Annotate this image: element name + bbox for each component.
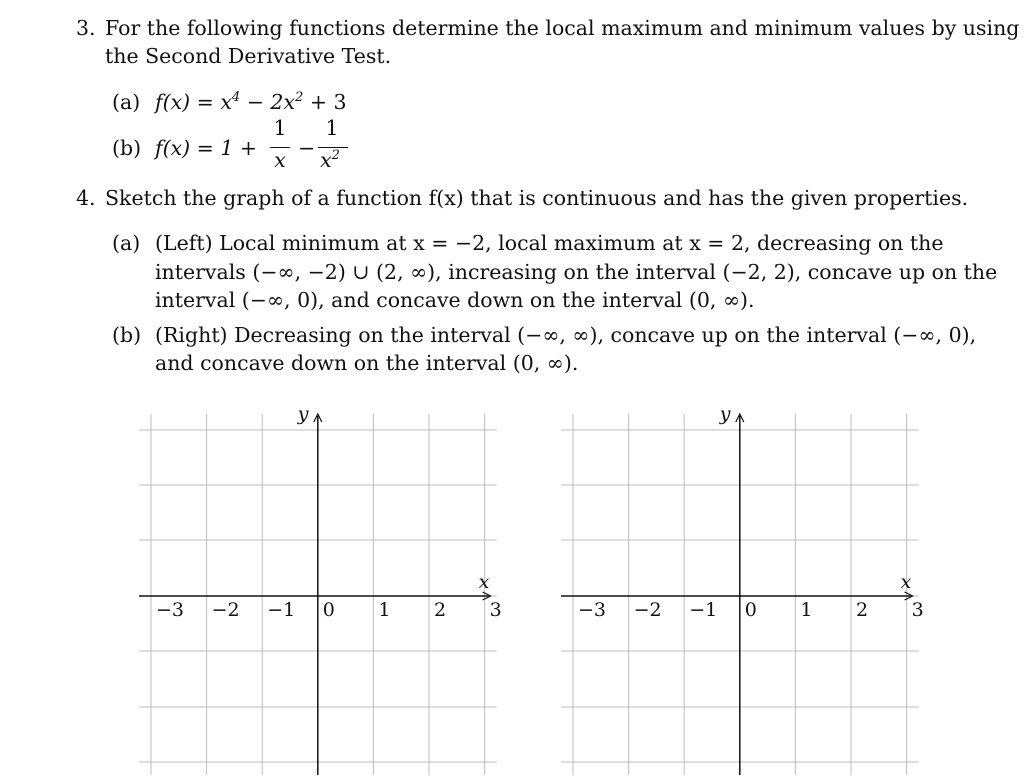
left-x-axis-arrow	[483, 592, 491, 600]
right-tick-label: 2	[856, 599, 869, 621]
right-y-axis-arrow	[736, 414, 744, 422]
right-x-axis-arrow	[905, 592, 913, 600]
right-tick-label: −1	[689, 599, 718, 621]
problem-3a-label: (a)	[112, 90, 141, 114]
problem-3a-exp2: 2	[295, 90, 304, 105]
fraction-1-denominator: x	[274, 148, 286, 172]
fraction-2-numerator: 1	[325, 116, 339, 140]
problem-4-number: 4.	[76, 186, 96, 210]
problem-3-text-line-1: For the following functions determine the local maximum and minimum values by using	[105, 16, 1020, 40]
fraction-2-denominator	[318, 148, 342, 172]
problem-4a-label: (a)	[112, 231, 141, 255]
right-tick-label: −3	[578, 599, 607, 621]
right-tick-label: 1	[800, 599, 813, 621]
problem-3-number: 3.	[76, 16, 96, 40]
fraction-2-denominator-exp: 2	[331, 148, 340, 163]
left-tick-label: 2	[434, 599, 447, 621]
left-tick-label: −1	[267, 599, 296, 621]
right-y-label: y	[719, 403, 731, 425]
left-tick-label: 3	[489, 599, 502, 621]
problem-3a-fx: f(x) = x	[155, 90, 232, 114]
left-tick-label: 0	[322, 599, 335, 621]
fraction-2-denominator-x: x	[320, 148, 332, 172]
fraction-1-numerator: 1	[273, 116, 287, 140]
right-tick-label: 0	[744, 599, 757, 621]
problem-3a-mid: − 2x	[240, 90, 296, 114]
problem-3b-minus: −	[298, 136, 316, 160]
problem-3b-label: (b)	[112, 136, 142, 160]
left-y-axis-arrow	[314, 414, 322, 422]
problem-4b-label: (b)	[112, 323, 142, 347]
problem-3b-function: f(x) = 1 +	[155, 136, 258, 160]
problem-4a-line-3: interval (−∞, 0), and concave down on the interval (0, ∞).	[155, 288, 755, 312]
problem-4a-line-2: intervals (−∞, −2) ∪ (2, ∞), increasing on the interval (−2, 2), concave up on the	[155, 260, 998, 284]
problem-4a-line-1: (Left) Local minimum at x = −2, local maximum at x = 2, decreasing on the	[155, 231, 944, 255]
right-tick-label: 3	[911, 599, 924, 621]
problem-3a-function	[155, 88, 347, 120]
problem-3-text-line-2: the Second Derivative Test.	[105, 44, 392, 68]
left-y-label: y	[297, 403, 309, 425]
problem-4-intro: Sketch the graph of a function f(x) that is continuous and has the given properties.	[105, 186, 969, 210]
problem-4b-line-1: (Right) Decreasing on the interval (−∞, ∞), concave up on the interval (−∞, 0),	[155, 323, 977, 347]
left-tick-label: 1	[378, 599, 391, 621]
right-tick-label: −2	[633, 599, 662, 621]
right-x-label: x	[900, 571, 912, 593]
problem-3a-exp4: 4	[231, 90, 241, 105]
left-x-label: x	[478, 571, 490, 593]
left-tick-label: −3	[156, 599, 185, 621]
problem-3a-end: + 3	[303, 90, 347, 114]
left-tick-label: −2	[211, 599, 240, 621]
problem-4b-line-2: and concave down on the interval (0, ∞).	[155, 351, 579, 375]
